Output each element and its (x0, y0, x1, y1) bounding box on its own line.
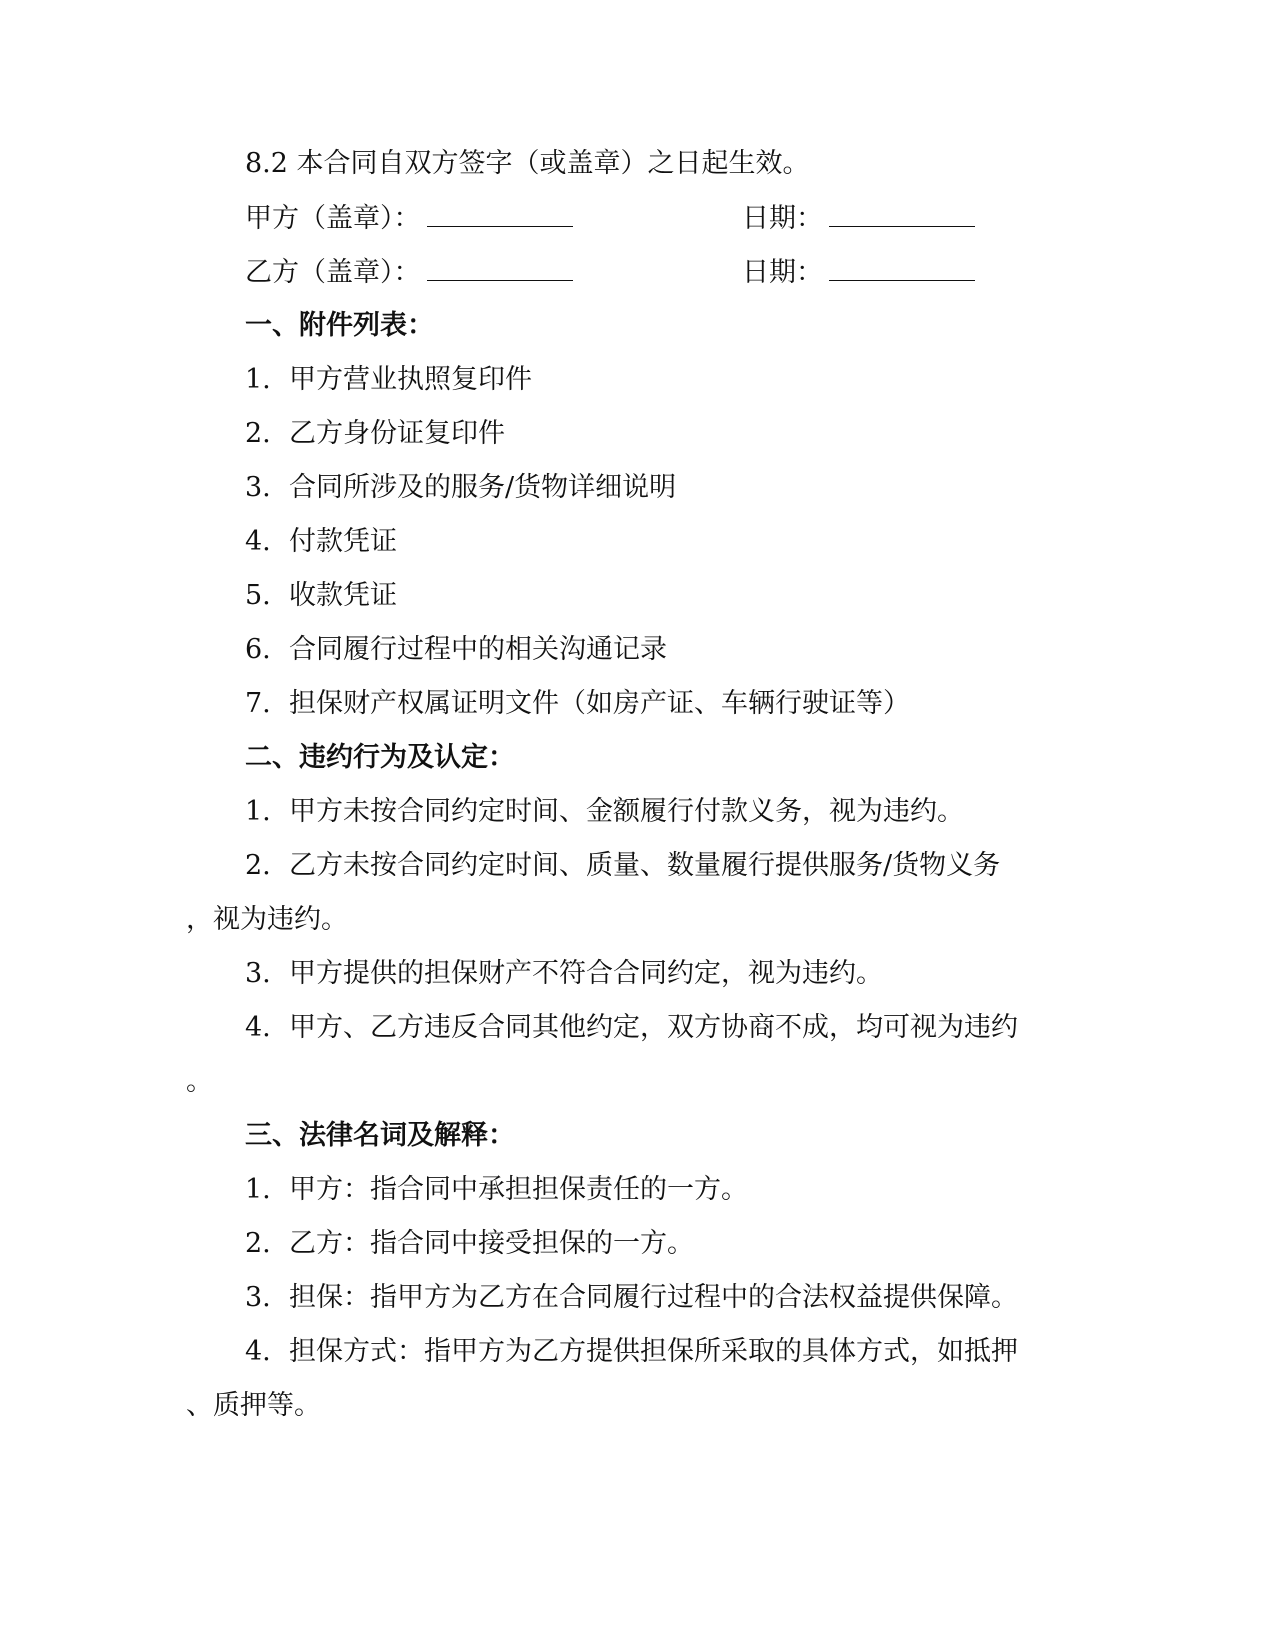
list-item: 5. 收款凭证 (245, 580, 397, 611)
list-item: 3. 合同所涉及的服务/货物详细说明 (245, 472, 677, 503)
signature-row-party-a (0, 200, 1275, 236)
list-item: 2. 乙方身份证复印件 (245, 418, 505, 449)
list-item: 1. 甲方营业执照复印件 (245, 364, 532, 395)
signature-row-party-b (0, 254, 1275, 290)
section1-heading: 一、附件列表： (245, 310, 434, 341)
party-b-date-label: 日期： (742, 257, 823, 288)
party-a-date-field[interactable] (829, 200, 975, 227)
party-b-signature-field[interactable] (427, 254, 573, 281)
party-a-signature-field[interactable] (427, 200, 573, 227)
section2-heading: 二、违约行为及认定： (245, 742, 515, 773)
list-item: 7. 担保财产权属证明文件（如房产证、车辆行驶证等） (245, 688, 910, 719)
list-item: 1. 甲方：指合同中承担担保责任的一方。 (245, 1174, 748, 1205)
list-item: 4. 甲方、乙方违反合同其他约定，双方协商不成，均可视为违约 (245, 1012, 1018, 1043)
party-b-date-field[interactable] (829, 254, 975, 281)
list-item: 3. 甲方提供的担保财产不符合合同约定，视为违约。 (245, 958, 883, 989)
party-b-label: 乙方（盖章）： (245, 257, 421, 288)
list-item-continuation: 。 (186, 1066, 213, 1097)
list-item: 4. 担保方式：指甲方为乙方提供担保所采取的具体方式，如抵押 (245, 1336, 1018, 1367)
list-item-continuation: ，视为违约。 (186, 904, 348, 935)
party-a-label: 甲方（盖章）： (245, 203, 421, 234)
list-item: 4. 付款凭证 (245, 526, 397, 557)
section3-heading: 三、法律名词及解释： (245, 1120, 515, 1151)
party-a-date-label: 日期： (742, 203, 823, 234)
list-item: 2. 乙方：指合同中接受担保的一方。 (245, 1228, 694, 1259)
list-item: 6. 合同履行过程中的相关沟通记录 (245, 634, 667, 665)
list-item: 2. 乙方未按合同约定时间、质量、数量履行提供服务/货物义务 (245, 850, 1001, 881)
list-item-continuation: 、质押等。 (186, 1390, 321, 1421)
list-item: 1. 甲方未按合同约定时间、金额履行付款义务，视为违约。 (245, 796, 964, 827)
list-item: 3. 担保：指甲方为乙方在合同履行过程中的合法权益提供保障。 (245, 1282, 1018, 1313)
effective-clause: 8.2 本合同自双方签字（或盖章）之日起生效。 (245, 148, 810, 179)
